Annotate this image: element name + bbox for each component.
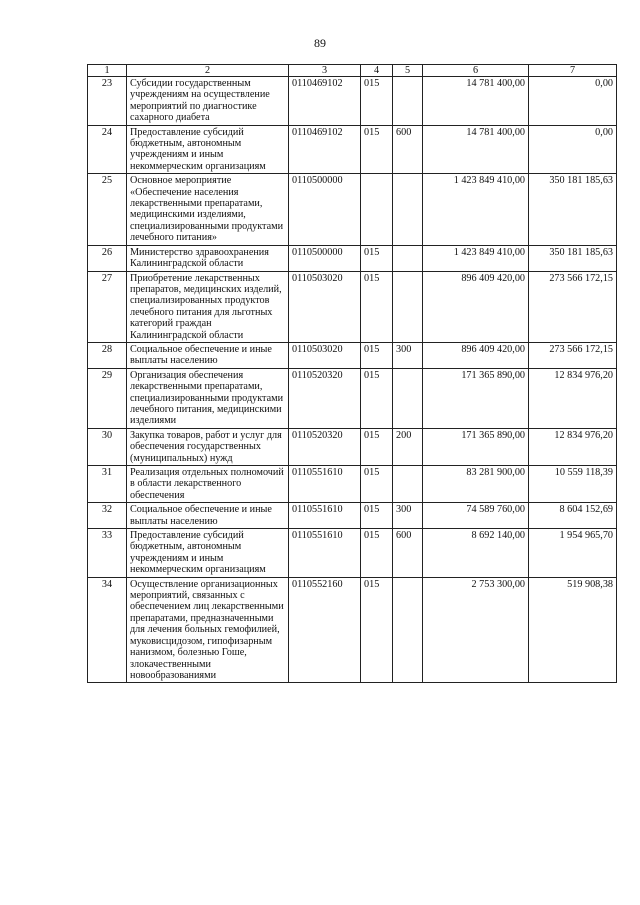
planned-amount: 8 692 140,00: [423, 529, 529, 578]
table-row: [88, 428, 617, 465]
spent-amount: 273 566 172,15: [529, 271, 617, 342]
ministry-code: 015: [361, 529, 393, 578]
spent-amount: 12 834 976,20: [529, 428, 617, 465]
spent-amount: 350 181 185,63: [529, 174, 617, 245]
ministry-code: 015: [361, 428, 393, 465]
ministry-code: 015: [361, 77, 393, 126]
expense-type: [393, 271, 423, 342]
target-code: 0110469102: [289, 125, 361, 174]
expense-type: [393, 577, 423, 683]
row-name: Осуществление организационных мероприятий, связанных с обеспечением лиц лекарственными препаратами, предназначенными для лечения больных гемофилией, муковисцидозом, гипофизарным нанизмом, болезнью Гоше, злокачественными новообразованиями: [127, 577, 289, 683]
row-number: 23: [88, 77, 127, 126]
planned-amount: 83 281 900,00: [423, 466, 529, 503]
table-row: [88, 577, 617, 683]
table-row: [88, 271, 617, 342]
target-code: 0110520320: [289, 368, 361, 428]
ministry-code: 015: [361, 125, 393, 174]
row-name: Субсидии государственным учреждениям на осуществление мероприятий по диагностике сахарного диабета: [127, 77, 289, 126]
row-number: 24: [88, 125, 127, 174]
budget-table: [87, 64, 617, 683]
column-header: 1: [88, 65, 127, 77]
planned-amount: 74 589 760,00: [423, 503, 529, 529]
spent-amount: 350 181 185,63: [529, 245, 617, 271]
row-name: Организация обеспечения лекарственными препаратами, специализированными продуктами лечебного питания, медицинскими изделиями: [127, 368, 289, 428]
target-code: 0110469102: [289, 77, 361, 126]
row-number: 33: [88, 529, 127, 578]
planned-amount: 896 409 420,00: [423, 271, 529, 342]
target-code: 0110552160: [289, 577, 361, 683]
expense-type: [393, 245, 423, 271]
spent-amount: 273 566 172,15: [529, 342, 617, 368]
row-name: Приобретение лекарственных препаратов, медицинских изделий, специализированных продуктов лечебного питания для льготных категорий граждан Калининградской области: [127, 271, 289, 342]
planned-amount: 1 423 849 410,00: [423, 174, 529, 245]
target-code: 0110551610: [289, 503, 361, 529]
spent-amount: 8 604 152,69: [529, 503, 617, 529]
row-number: 31: [88, 466, 127, 503]
spent-amount: 0,00: [529, 125, 617, 174]
row-number: 25: [88, 174, 127, 245]
row-name: Министерство здравоохранения Калининградской области: [127, 245, 289, 271]
expense-type: 600: [393, 125, 423, 174]
expense-type: 200: [393, 428, 423, 465]
ministry-code: 015: [361, 503, 393, 529]
row-name: Социальное обеспечение и иные выплаты населению: [127, 342, 289, 368]
column-header: 6: [423, 65, 529, 77]
row-name: Социальное обеспечение и иные выплаты населению: [127, 503, 289, 529]
planned-amount: 14 781 400,00: [423, 125, 529, 174]
spent-amount: 12 834 976,20: [529, 368, 617, 428]
table-row: [88, 245, 617, 271]
row-number: 26: [88, 245, 127, 271]
table-row: [88, 529, 617, 578]
row-number: 29: [88, 368, 127, 428]
row-name: Предоставление субсидий бюджетным, автономным учреждениям и иным некоммерческим организациям: [127, 125, 289, 174]
target-code: 0110503020: [289, 271, 361, 342]
row-number: 30: [88, 428, 127, 465]
ministry-code: 015: [361, 271, 393, 342]
target-code: 0110520320: [289, 428, 361, 465]
spent-amount: 0,00: [529, 77, 617, 126]
expense-type: [393, 368, 423, 428]
expense-type: [393, 174, 423, 245]
expense-type: 300: [393, 342, 423, 368]
expense-type: [393, 77, 423, 126]
planned-amount: 171 365 890,00: [423, 428, 529, 465]
ministry-code: 015: [361, 466, 393, 503]
planned-amount: 896 409 420,00: [423, 342, 529, 368]
column-header: 7: [529, 65, 617, 77]
row-name: Закупка товаров, работ и услуг для обеспечения государственных (муниципальных) нужд: [127, 428, 289, 465]
spent-amount: 1 954 965,70: [529, 529, 617, 578]
row-name: Предоставление субсидий бюджетным, автономным учреждениям и иным некоммерческим организациям: [127, 529, 289, 578]
table-row: [88, 125, 617, 174]
planned-amount: 2 753 300,00: [423, 577, 529, 683]
ministry-code: 015: [361, 368, 393, 428]
column-number-row: [88, 65, 617, 77]
row-number: 34: [88, 577, 127, 683]
table-row: [88, 466, 617, 503]
target-code: 0110551610: [289, 529, 361, 578]
spent-amount: 519 908,38: [529, 577, 617, 683]
target-code: 0110551610: [289, 466, 361, 503]
table-row: [88, 77, 617, 126]
target-code: 0110500000: [289, 174, 361, 245]
ministry-code: 015: [361, 342, 393, 368]
planned-amount: 171 365 890,00: [423, 368, 529, 428]
column-header: 2: [127, 65, 289, 77]
expense-type: [393, 466, 423, 503]
column-header: 5: [393, 65, 423, 77]
column-header: 4: [361, 65, 393, 77]
ministry-code: 015: [361, 577, 393, 683]
spent-amount: 10 559 118,39: [529, 466, 617, 503]
table-row: [88, 368, 617, 428]
expense-type: 300: [393, 503, 423, 529]
row-name: Реализация отдельных полномочий в области лекарственного обеспечения: [127, 466, 289, 503]
planned-amount: 1 423 849 410,00: [423, 245, 529, 271]
target-code: 0110503020: [289, 342, 361, 368]
table-row: [88, 342, 617, 368]
ministry-code: 015: [361, 245, 393, 271]
table-row: [88, 503, 617, 529]
expense-type: 600: [393, 529, 423, 578]
target-code: 0110500000: [289, 245, 361, 271]
page-number: 89: [314, 36, 326, 50]
table-row: [88, 174, 617, 245]
column-header: 3: [289, 65, 361, 77]
row-number: 27: [88, 271, 127, 342]
planned-amount: 14 781 400,00: [423, 77, 529, 126]
ministry-code: [361, 174, 393, 245]
row-name: Основное мероприятие «Обеспечение населения лекарственными препаратами, медицинскими изделиями, специализированными продуктами лечебного питания»: [127, 174, 289, 245]
row-number: 28: [88, 342, 127, 368]
row-number: 32: [88, 503, 127, 529]
